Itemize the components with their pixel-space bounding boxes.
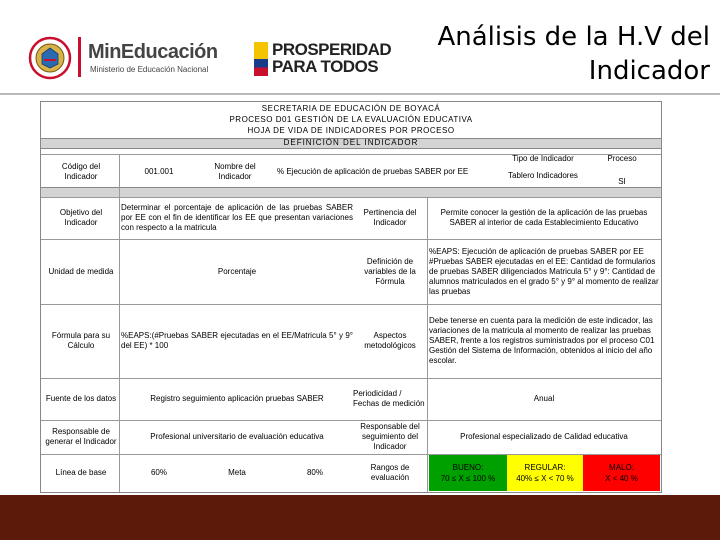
org-name: SECRETARIA DE EDUCACIÓN DE BOYACÁ xyxy=(261,104,441,113)
codigo-label: Código del Indicador xyxy=(61,162,101,181)
range-regular-label: REGULAR: xyxy=(524,463,566,472)
range-bad-value: X < 40 % xyxy=(605,474,638,483)
row-line xyxy=(41,378,661,379)
range-bad-badge xyxy=(583,455,660,491)
ministerio-logo-text: Ministerio de Educación Nacional xyxy=(90,65,209,74)
nombre-value: % Ejecución de aplicación de pruebas SABER por EE xyxy=(277,167,469,176)
range-good-badge xyxy=(429,455,507,491)
meta-label: Meta xyxy=(228,468,246,477)
linea-label: Línea de base xyxy=(55,468,107,477)
resp-seguimiento-label: Responsable del seguimiento del Indicador xyxy=(360,422,420,451)
slide-title-line2: Indicador xyxy=(588,56,710,86)
definicion-label: Definición de variables de la Fórmula xyxy=(364,256,416,286)
unidad-value: Porcentaje xyxy=(217,266,257,276)
tipo-label: Tipo de Indicador xyxy=(512,154,574,163)
prosperidad-flag-icon xyxy=(254,42,268,76)
formula-label: Fórmula para su Cálculo xyxy=(51,331,111,350)
col-line xyxy=(119,154,120,492)
mineducacion-logo-text: MinEducación xyxy=(88,41,218,63)
colombia-shield-icon xyxy=(28,34,72,82)
codigo-value: 001.001 xyxy=(144,167,174,176)
logo-bar xyxy=(28,34,428,94)
rangos-label: Rangos de evaluación xyxy=(370,463,410,482)
aspectos-value: Debe tenerse en cuenta para la medición de este indicador, las variaciones de la matricula al momento de realizar las pruebas SABER, frente a los registros suministrados por el proceso C01 Gestión del Sistema de Información, obtenidos al inicio del año escolar. xyxy=(429,316,655,365)
range-regular-value: 40% ≤ X < 70 % xyxy=(516,474,574,483)
process-name: PROCESO D01 GESTIÓN DE LA EVALUACIÓN EDUCATIVA xyxy=(229,115,473,124)
unidad-label: Unidad de medida xyxy=(48,266,114,276)
pertinencia-label: Pertinencia del Indicador xyxy=(363,208,417,227)
aspectos-label: Aspectos metodológicos xyxy=(364,331,416,350)
header-divider xyxy=(0,93,720,95)
meta-value: 80% xyxy=(306,468,323,477)
prosperidad-logo xyxy=(272,41,391,75)
tablero-label: Tablero Indicadores xyxy=(508,171,578,180)
objetivo-value: Determinar el porcentaje de aplicación de las pruebas SABER por EE con el fin de identificar los EE que presentan variaciones con respecto a la matricula xyxy=(121,203,353,232)
periodicidad-value: Anual xyxy=(533,394,555,403)
col-line xyxy=(427,197,428,492)
logo-separator xyxy=(78,37,81,77)
prosperidad-line1: PROSPERIDAD xyxy=(272,40,392,59)
slide-title xyxy=(420,20,710,88)
tablero-value: SI xyxy=(618,176,626,186)
fuente-value: Registro seguimiento aplicación pruebas SABER xyxy=(150,394,324,403)
formula-value: %EAPS:(#Pruebas SABER ejecutadas en el EE/Matricula 5° y 9° del EE) * 100 xyxy=(121,331,353,350)
resp-generar-value: Profesional universitario de evaluación educativa xyxy=(150,432,324,441)
objetivo-label: Objetivo del Indicador xyxy=(59,208,103,227)
proceso-label: Proceso xyxy=(607,154,637,163)
linea-value: 60% xyxy=(150,468,167,477)
prosperidad-line2: PARA TODOS xyxy=(272,57,379,76)
resp-generar-label: Responsable de generar el Indicador xyxy=(45,427,117,446)
periodicidad-label: Periodicidad / Fechas de medición xyxy=(353,389,425,408)
definicion-value: %EAPS: Ejecución de aplicación de pruebas SABER por EE #Pruebas SABER ejecutadas en el EE: Cantidad de formularios de pruebas SABER diligenciados Matricula 5° y 9°: Cantidad de alumnos matriculados en el grado 5° y 9° al momento de realizar las pruebas xyxy=(429,246,659,296)
pertinencia-value: Permite conocer la gestión de la aplicación de las pruebas SABER al interior de cada Establecimiento Educativo xyxy=(440,208,648,227)
row-line xyxy=(41,420,661,421)
slide-title-line1: Análisis de la H.V del xyxy=(437,22,710,52)
range-regular-badge xyxy=(507,455,583,491)
resp-seguimiento-value: Profesional especializado de Calidad educativa xyxy=(460,432,628,441)
row-line xyxy=(41,197,661,198)
footer-bar xyxy=(0,495,720,540)
indicator-sheet xyxy=(40,101,662,493)
range-bad-label: MALO: xyxy=(609,463,634,472)
nombre-label: Nombre del Indicador xyxy=(214,162,256,181)
section-title: DEFINICIÓN DEL INDICADOR xyxy=(283,138,419,147)
range-good-label: BUENO: xyxy=(452,463,484,472)
sheet-name: HOJA DE VIDA DE INDICADORES POR PROCESO xyxy=(247,126,455,135)
fuente-label: Fuente de los datos xyxy=(45,394,117,403)
range-good-value: 70 ≤ X ≤ 100 % xyxy=(440,474,496,483)
